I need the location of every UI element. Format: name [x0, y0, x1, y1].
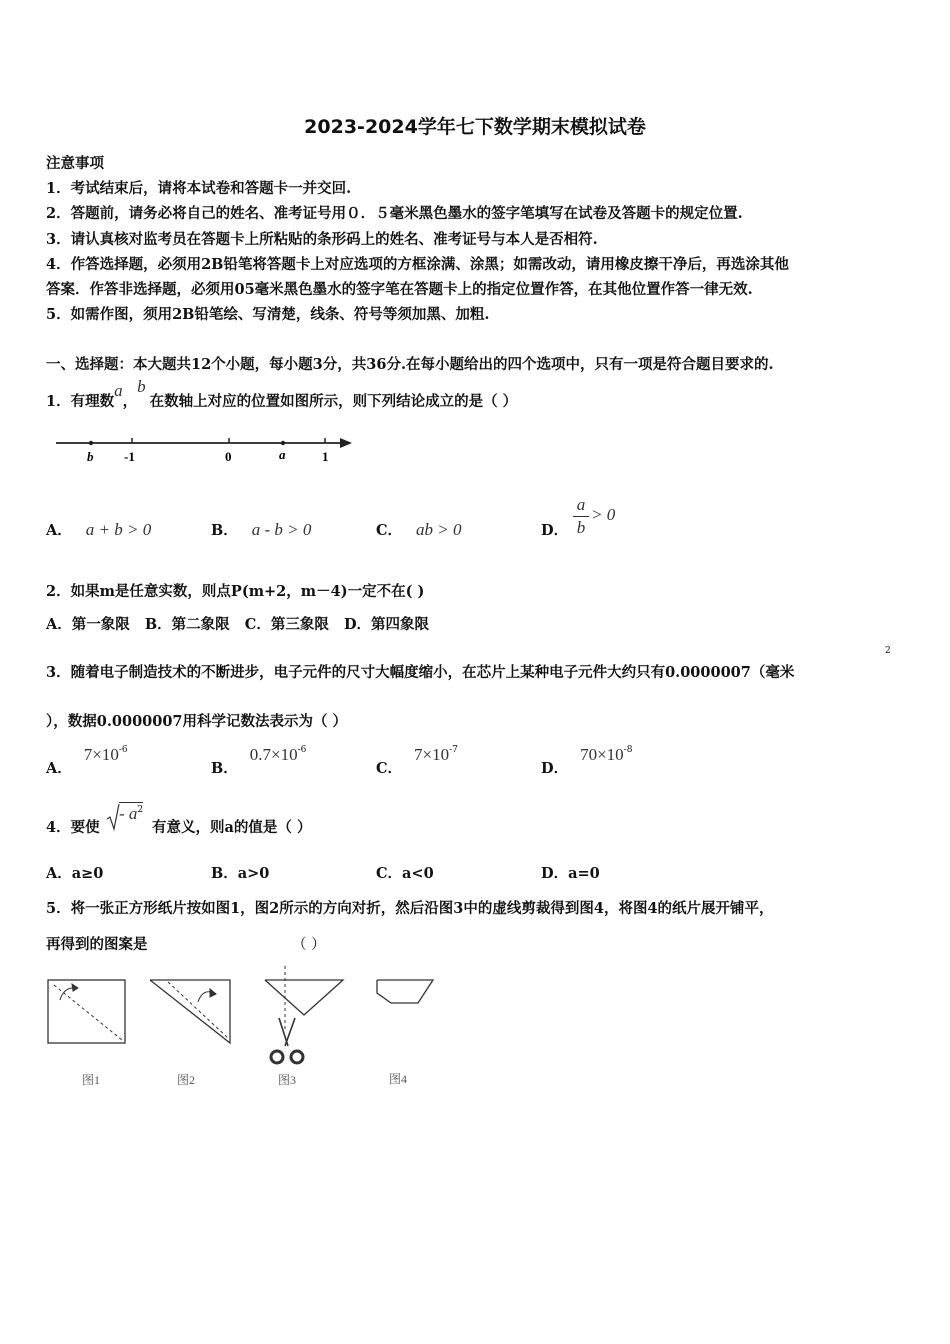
- q1-option-c[interactable]: C． ab > 0: [376, 520, 462, 539]
- q1-option-d[interactable]: D．: [541, 522, 569, 539]
- q4-prefix: 4．要使: [46, 819, 100, 836]
- q3-line1: 3．随着电子制造技术的不断进步，电子元件的尺寸大幅度缩小，在芯片上某种电子元件大约只有0.0000007（毫米: [46, 664, 795, 681]
- scissors-icon: [271, 1018, 303, 1063]
- q1-suffix: 在数轴上对应的位置如图所示，则下列结论成立的是（ ）: [149, 393, 518, 410]
- number-line-ticks: [89, 438, 325, 445]
- figure-4-label: 图4: [389, 1072, 408, 1086]
- q1-option-d-fraction: [573, 495, 589, 538]
- figure-1: [48, 980, 125, 1043]
- page-title: 2023-2024学年七下数学期末模拟试卷: [304, 116, 646, 138]
- notice-item-2: 2．答题前，请务必将自己的姓名、准考证号用０．５毫米黑色墨水的签字笔填写在试卷及答题卡的规定位置.: [46, 205, 743, 222]
- q5-paren: （ ）: [292, 937, 326, 953]
- q1-prefix: 1．有理数: [46, 393, 115, 410]
- notice-item-6: 5．如需作图，须用2B铅笔绘、写清楚，线条、符号等须加黑、加粗.: [46, 306, 490, 323]
- q4-suffix: 有意义，则a的值是（ ）: [152, 819, 312, 836]
- number-line-arrow: [340, 438, 352, 448]
- q1-comma: ，: [122, 393, 138, 410]
- axis-label-1: 1: [322, 449, 329, 464]
- figure-1-label: 图1: [82, 1073, 101, 1087]
- fraction-numerator: a: [576, 495, 586, 514]
- figure-2-label: 图2: [177, 1073, 196, 1087]
- q2-options[interactable]: A．第一象限 B．第二象限 C．第三象限 D．第四象限: [46, 616, 430, 633]
- q1-option-b[interactable]: B． a - b > 0: [211, 520, 312, 539]
- folding-figures: [40, 960, 450, 1095]
- q2-stem: 2．如果m是任意实数，则点P(m+2，m－4)一定不在( ): [46, 583, 425, 600]
- q3-line2: ），数据0.0000007用科学记数法表示为（ ）: [46, 713, 348, 730]
- fraction-bar: [573, 516, 589, 517]
- figure-3: [265, 966, 343, 1030]
- q3-option-b[interactable]: B．$0.7\times 10^{-6}$: [211, 745, 307, 777]
- q4-radicand: - $a^2$: [119, 804, 144, 823]
- section-heading: 一、选择题：本大题共12个小题，每小题3分，共36分.在每小题给出的四个选项中，只有一项是符合题目要求的.: [46, 356, 774, 373]
- radical-sign: [106, 802, 120, 832]
- q1-option-a[interactable]: A． a + b > 0: [46, 520, 152, 539]
- q1-option-d-rest: > 0: [591, 505, 616, 524]
- figure-3-label: 图3: [278, 1073, 297, 1087]
- q4-option-d[interactable]: D．a=0: [541, 865, 600, 882]
- number-line-figure: [50, 428, 360, 468]
- axis-label-0: 0: [225, 449, 232, 464]
- axis-label-b: b: [87, 449, 94, 464]
- q4-option-b[interactable]: B．a>0: [211, 865, 270, 882]
- axis-label-a: a: [279, 447, 286, 462]
- q3-option-a[interactable]: A．$7\times 10^{-6}$: [46, 745, 128, 777]
- q5-line1: 5．将一张正方形纸片按如图1，图2所示的方向对折，然后沿图3中的虚线剪裁得到图4，将图4的纸片展开铺平，: [46, 900, 774, 917]
- notice-item-3: 3．请认真核对监考员在答题卡上所粘贴的条形码上的姓名、准考证号与本人是否相符.: [46, 231, 598, 248]
- fraction-denominator: b: [576, 518, 586, 537]
- q1-var-a: a: [114, 381, 123, 400]
- q1-stem: [46, 377, 518, 411]
- q3-corner-mark: 2: [885, 646, 891, 656]
- q4-option-a[interactable]: A．a≥0: [46, 865, 104, 882]
- figure-4: [377, 980, 433, 1003]
- q3-option-c[interactable]: C．$7\times 10^{-7}$: [376, 745, 458, 777]
- figure-2: [150, 980, 230, 1043]
- axis-label-neg1: -1: [124, 449, 135, 464]
- notice-item-4: 4．作答选择题，必须用2B铅笔将答题卡上对应选项的方框涂满、涂黑；如需改动，请用橡皮擦干净后，再选涂其他: [46, 256, 789, 273]
- notice-item-5: 答案．作答非选择题，必须用05毫米黑色墨水的签字笔在答题卡上的指定位置作答，在其他位置作答一律无效.: [46, 281, 753, 298]
- q3-option-d[interactable]: D．$70\times 10^{-8}$: [541, 745, 633, 777]
- q1-var-b: b: [137, 377, 146, 396]
- q5-line2: 再得到的图案是: [46, 936, 148, 953]
- q4-option-c[interactable]: C．a<0: [376, 865, 434, 882]
- notice-item-1: 1．考试结束后，请将本试卷和答题卡一并交回.: [46, 180, 352, 197]
- notice-heading: 注意事项: [46, 155, 104, 172]
